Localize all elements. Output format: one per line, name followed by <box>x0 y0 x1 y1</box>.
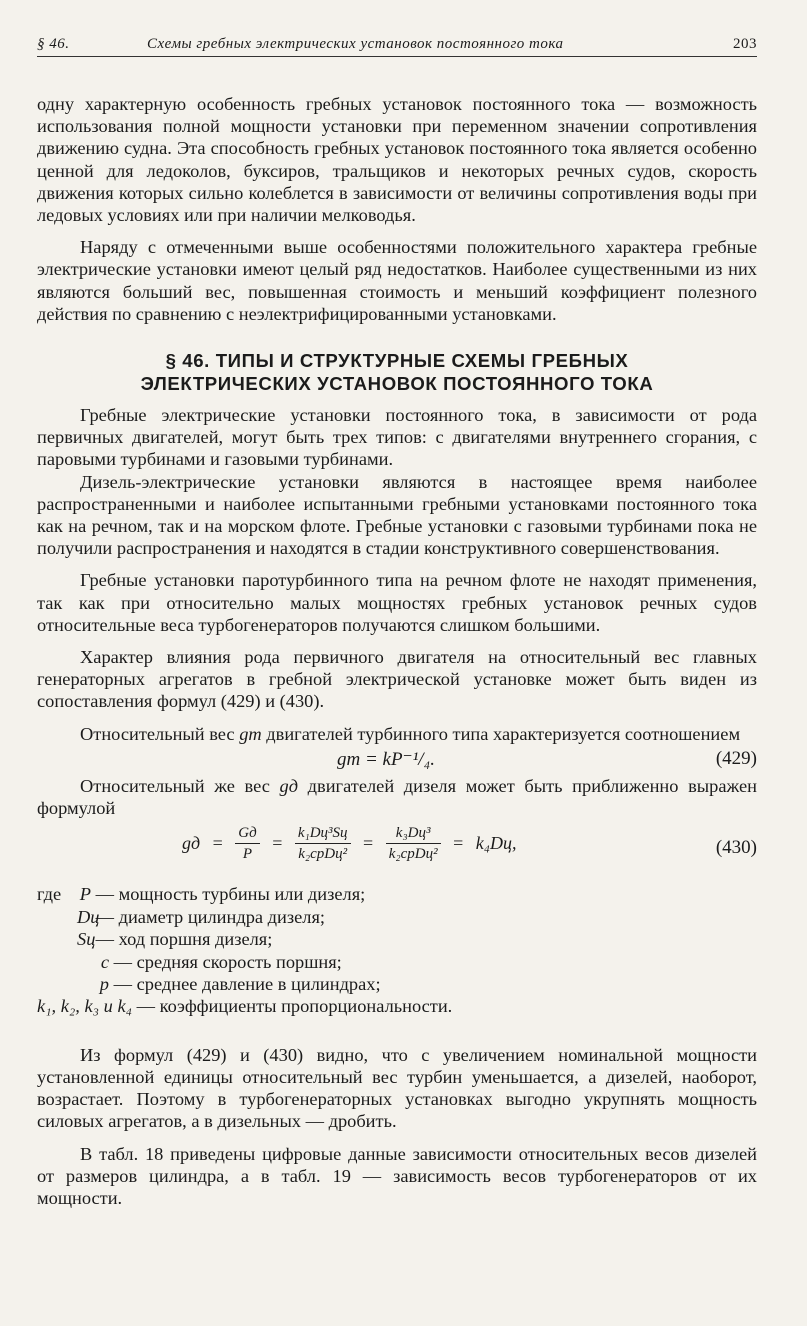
def-prefix: где <box>37 884 62 905</box>
def-text: — диаметр цилиндра дизеля; <box>95 906 326 927</box>
eq430-equals-3: = <box>363 833 374 854</box>
eq430-fraction-2 <box>295 823 351 864</box>
eq430-equals-1: = <box>212 833 223 854</box>
def-text: — среднее давление в цилиндрах; <box>113 973 381 994</box>
def-symbol: Sц <box>77 929 96 950</box>
equation-430-body <box>182 823 516 864</box>
header-section: § 46. <box>37 36 70 52</box>
eq430-f3-denominator: k₂cpDц² <box>388 846 438 863</box>
definition-row <box>37 951 757 973</box>
page-number: 203 <box>733 36 757 52</box>
p8-symbol: gд <box>279 775 299 796</box>
def-text: — коэффициенты пропорциональности. <box>136 996 453 1017</box>
section-heading-line1: § 46. ТИПЫ И СТРУКТУРНЫЕ СХЕМЫ ГРЕБНЫХ <box>165 350 629 372</box>
def-text: — средняя скорость поршня; <box>113 951 342 972</box>
p8-text-b: двигателей дизеля может быть приближенно выражен формулой <box>37 775 757 819</box>
paragraph-9: Из формул (429) и (430) видно, что с увеличением номинальной мощности установленной единицы относительный вес турбин уменьшается, а дизелей, наоборот, возрастает. Поэтому в турбогенераторных установках выгодно укрупнять мощность силовых агрегатов, а в дизельных — дробить. <box>37 1044 757 1132</box>
eq430-f1-denominator: P <box>242 846 253 863</box>
def-symbol: c <box>100 951 109 972</box>
definition-row <box>37 928 757 950</box>
paragraph-8 <box>37 775 757 819</box>
paragraph-2: Наряду с отмеченными выше особенностями положительного характера гребные электрические установки имеют целый ряд недостатков. Наиболее существенными из них являются больший вес, повышенная стоимость и меньший коэффициент полезного действия по сравнению с неэлектрифицированными установками. <box>37 237 757 324</box>
paragraph-10: В табл. 18 приведены цифровые данные зависимости относительных весов дизелей от размеров цилиндра, а в табл. 19 — зависимость весов турбогенераторов от их мощности. <box>37 1143 757 1208</box>
eq430-f2-denominator: k₂cpDц² <box>298 846 348 863</box>
header-title: Схемы гребных электрических установок постоянного тока <box>147 36 564 52</box>
paragraph-7 <box>37 723 757 745</box>
equation-429-number: (429) <box>715 747 757 769</box>
eq430-f1-numerator: Gд <box>235 823 259 844</box>
def-symbol: Dц <box>77 906 100 927</box>
equation-430-number: (430) <box>715 837 757 859</box>
def-symbol: k₁, k₂, k₃ и k₄ <box>37 996 133 1017</box>
eq430-equals-4: = <box>453 833 464 854</box>
eq430-lhs: gд <box>182 833 201 854</box>
eq430-f2-numerator: k₁Dц³Sц <box>295 823 351 844</box>
eq430-f3-numerator: k₃Dц³ <box>386 823 441 844</box>
p8-text-a: Относительный же вес <box>80 775 270 796</box>
running-head <box>37 34 757 57</box>
equation-429-body: gт = kP⁻¹/₄. <box>337 748 435 770</box>
paragraph-1: одну характерную особенность гребных установок постоянного тока — возможность использования полной мощности установки при переменном значении сопротивления движению судна. Эта способность гребных установок постоянного тока является особенно ценной для ледоколов, буксиров, тральщиков и некоторых речных судов, скорость движения которых сильно колеблется в зависимости от величины сопротивления воды при ледовых условиях или при наличии мелководья. <box>37 94 757 226</box>
symbol-definitions <box>37 883 757 1017</box>
definition-row <box>37 995 757 1017</box>
def-text: — мощность турбины или дизеля; <box>95 884 366 905</box>
eq430-fraction-1 <box>235 823 259 864</box>
def-symbol: P <box>79 884 91 905</box>
equation-430 <box>37 819 757 883</box>
p7-text-a: Относительный вес <box>80 723 235 744</box>
equation-429 <box>37 745 757 775</box>
eq430-fraction-3 <box>386 823 441 864</box>
paragraph-6: Характер влияния рода первичного двигателя на относительный вес главных генераторных агрегатов в гребной электрической установке может быть виден из сопоставления формул (429) и (430). <box>37 647 757 712</box>
paragraph-4: Дизель-электрические установки являются в настоящее время наиболее распространенными и наиболее испытанными гребными установками постоянного тока как на речном, так и на морском флоте. Гребные установки с газовыми турбинами пока не получили распространения и находятся в стадии конструктивного совершенствования. <box>37 471 757 559</box>
paragraph-5: Гребные установки паротурбинного типа на речном флоте не находят применения, так как при относительно малых мощностях гребных установок речных судов относительные веса турбогенераторов получаются слишком большими. <box>37 570 757 635</box>
eq430-rhs: k₄Dц, <box>475 833 517 854</box>
eq430-equals-2: = <box>272 833 283 854</box>
def-symbol: p <box>99 973 109 994</box>
def-text: — ход поршня дизеля; <box>95 929 273 950</box>
page <box>37 34 757 1209</box>
p7-symbol: gт <box>239 723 262 744</box>
section-heading-line2: ЭЛЕКТРИЧЕСКИХ УСТАНОВОК ПОСТОЯННОГО ТОКА <box>140 373 654 395</box>
paragraph-3: Гребные электрические установки постоянного тока, в зависимости от рода первичных двигателей, могут быть трех типов: с двигателями внутреннего сгорания, с паровыми турбинами и газовыми турбинами. <box>37 405 757 470</box>
definition-row <box>37 973 757 995</box>
definition-row <box>37 906 757 928</box>
definition-row <box>37 883 757 905</box>
p7-text-b: двигателей турбинного типа характеризуется соотношением <box>266 723 741 744</box>
